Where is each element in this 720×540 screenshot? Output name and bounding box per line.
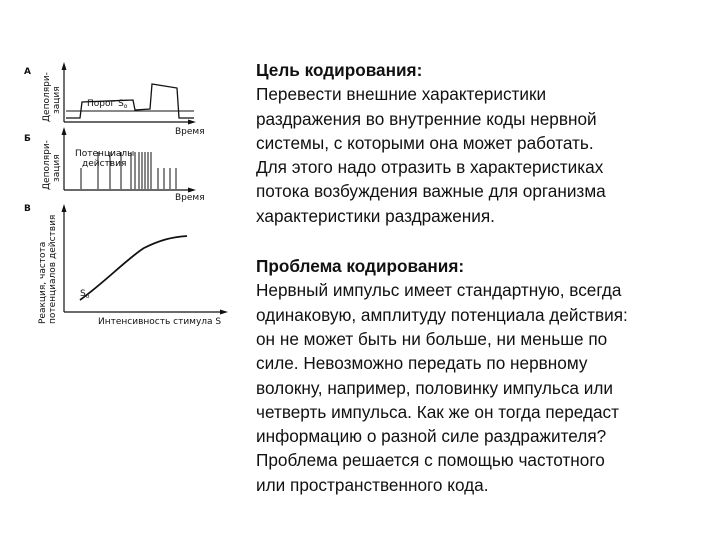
text-panel [256,58,708,497]
panel-c-xlabel: Интенсивность стимула S [98,317,222,327]
problem-line: информацию о разной силе раздражителя? [256,426,607,447]
panel-a-ylabel-line2: зация [52,86,62,114]
panel-c-s0-label: $S_о$ [80,289,90,300]
panel-a-y-arrow [62,62,67,70]
panel-b-ylabel-line2: зация [52,154,62,182]
panel-a-threshold-label: Порог $S_о$ [87,99,128,110]
goal-line: Для этого надо отразить в характеристиках [256,157,604,178]
goal-line: раздражения во внутренние коды нервной [256,108,597,129]
problem-section [256,254,708,497]
panel-c-response-curve [80,236,187,300]
panel-b-x-arrow [188,188,196,193]
panel-b-letter: Б [24,134,31,144]
panel-c-x-arrow [220,310,228,315]
coding-diagram [0,0,245,540]
coding-figure [0,0,245,540]
problem-heading: Проблема кодирования: [256,256,465,277]
panel-c-ylabel [38,215,58,324]
panel-c [24,204,228,327]
goal-line: потока возбуждения важные для организма [256,181,606,202]
problem-line: Нервный импульс имеет стандартную, всегда [256,280,622,301]
panel-c-ylabel-line1: Реакция, частота [38,241,48,324]
panel-a-letter: А [24,67,31,77]
panel-b-potentials-line1: Потенциалы [75,149,135,159]
problem-line: или пространственного кода. [256,474,489,495]
panel-b-ylabel [42,140,62,190]
panel-c-letter: В [24,204,31,214]
problem-line: Проблема решается с помощью частотного [256,450,605,471]
goal-heading: Цель кодирования: [256,60,423,80]
goal-section [256,58,708,228]
panel-a-ylabel-line1: Деполяри- [42,72,52,122]
problem-line: четверть импульса. Как же он тогда передаст [256,401,619,422]
panel-a-depolarization-curve [66,84,194,118]
problem-line: силе. Невозможно передать по нервному [256,353,588,374]
panel-b-potentials-line2: действия [82,159,127,169]
problem-line: волокну, например, половинку импульса или [256,377,613,398]
panel-a-ylabel [42,72,62,122]
panel-a [24,62,205,137]
panel-b [24,127,205,203]
problem-line: он не может быть ни больше, ни меньше по [256,328,608,349]
goal-line: характеристики раздражения. [256,205,495,226]
panel-a-xlabel: Время [175,127,205,137]
goal-line: Перевести внешние характеристики [256,84,547,105]
problem-line: одинаковую, амплитуду потенциала действия: [256,304,628,325]
panel-a-x-arrow [188,120,196,125]
panel-c-ylabel-line2: потенциалов действия [48,214,58,324]
goal-line: системы, с которыми она может работать. [256,132,594,153]
panel-b-xlabel: Время [175,193,205,203]
panel-b-ylabel-line1: Деполяри- [42,140,52,190]
panel-c-y-arrow [62,204,67,212]
panel-b-y-arrow [62,127,67,135]
